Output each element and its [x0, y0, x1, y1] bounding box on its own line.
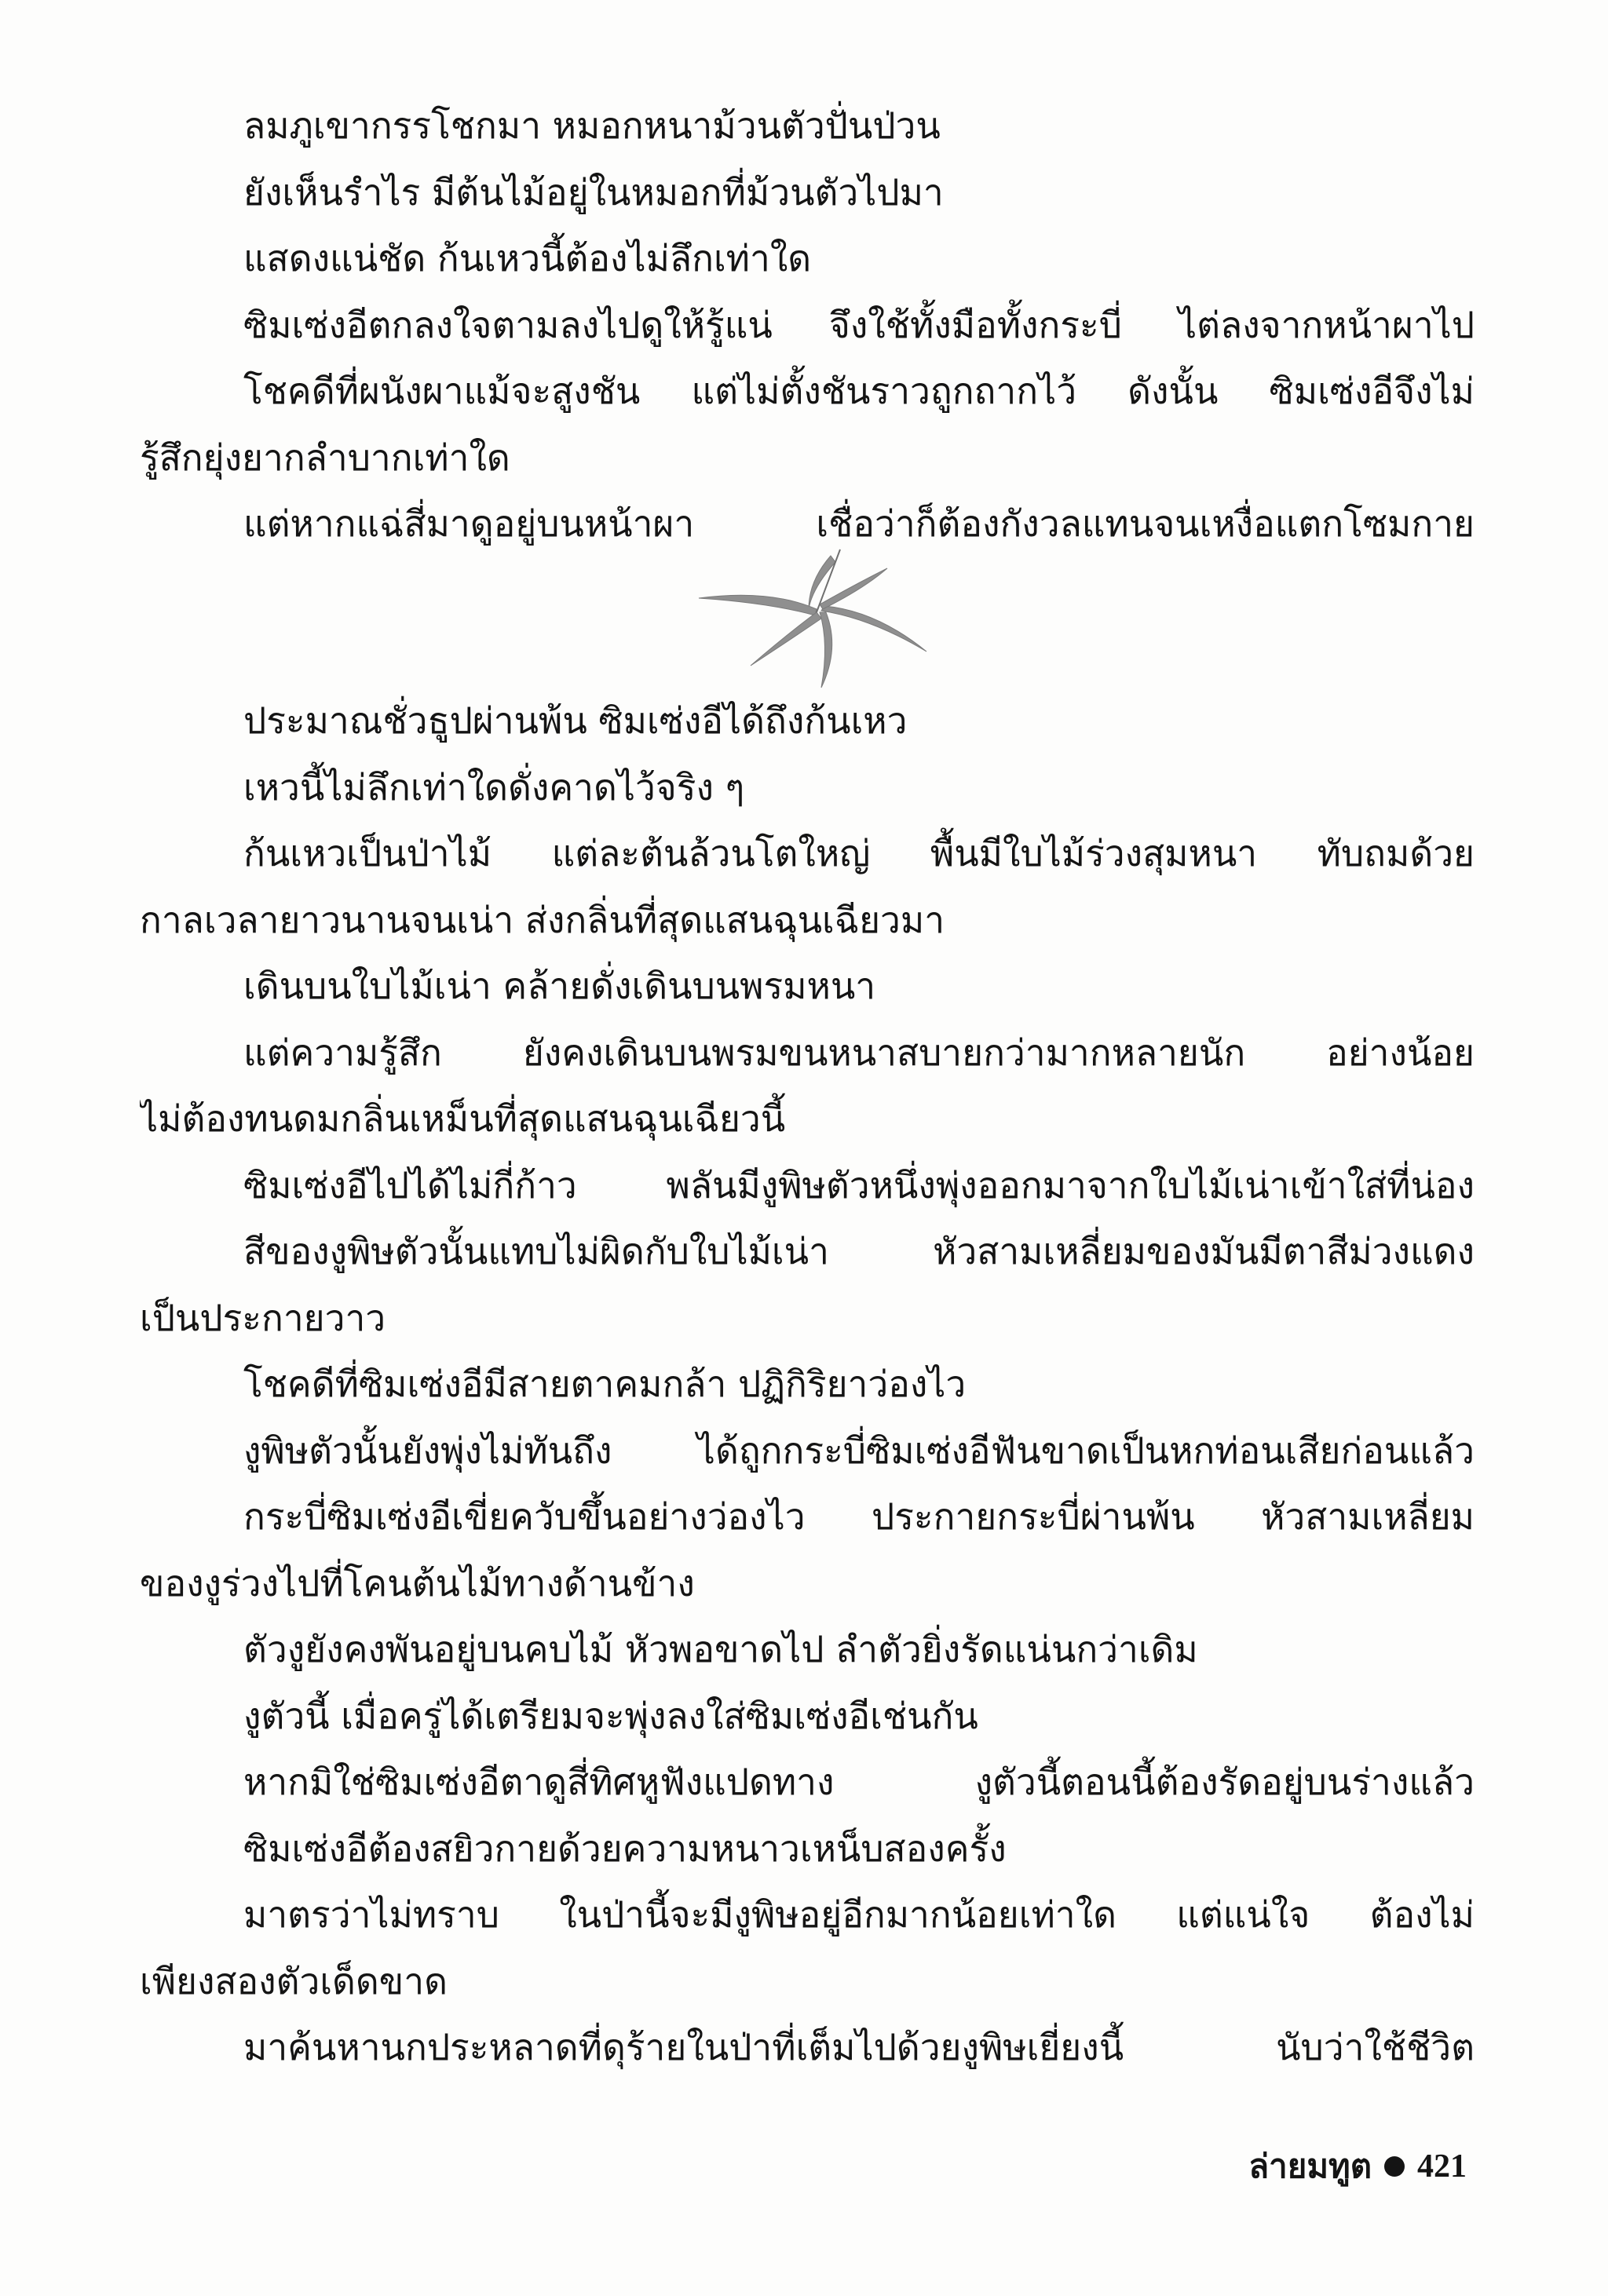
- text-line: กาลเวลายาวนานจนเน่า ส่งกลิ่นที่สุดแสนฉุนเฉียวมา: [140, 898, 945, 941]
- page-footer: [1248, 2145, 1467, 2188]
- page-number: 421: [1417, 2148, 1467, 2185]
- text-line: หากมิใช่ซิมเซ่งอีตาดูสี่ทิศหูฟังแปดทาง งูตัวนี้ตอนนี้ต้องรัดอยู่บนร่างแล้ว: [243, 1761, 1475, 1803]
- text-line: มาค้นหานกประหลาดที่ดุร้ายในป่าที่เต็มไปด้วยงูพิษเยี่ยงนี้ นับว่าใช้ชีวิต: [243, 2026, 1475, 2068]
- text-line: โชคดีที่ซิมเซ่งอีมีสายตาคมกล้า ปฏิกิริยาว่องไว: [243, 1363, 967, 1405]
- text-line: ประมาณชั่วธูปผ่านพ้น ซิมเซ่งอีได้ถึงก้นเหว: [243, 699, 908, 742]
- bullet-dot-icon: [1384, 2156, 1405, 2177]
- text-line: เหวนี้ไม่ลึกเท่าใดดั่งคาดไว้จริง ๆ: [243, 765, 745, 809]
- text-line: ลมภูเขากรรโชกมา หมอกหนาม้วนตัวปั่นป่วน: [243, 104, 941, 147]
- text-line: เดินบนใบไม้เน่า คล้ายดั่งเดินบนพรมหนา: [243, 965, 876, 1007]
- text-line: ตัวงูยังคงพันอยู่บนคบไม้ หัวพอขาดไป ลำตัวยิ่งรัดแน่นกว่าเดิม: [243, 1628, 1198, 1670]
- text-line: ของงูร่วงไปที่โคนต้นไม้ทางด้านข้าง: [140, 1561, 695, 1604]
- text-line: โชคดีที่ผนังผาแม้จะสูงชัน แต่ไม่ตั้งชันราวถูกถากไว้ ดังนั้น ซิมเซ่งอีจึงไม่: [243, 370, 1475, 412]
- bamboo-leaf-icon: [691, 534, 942, 691]
- text-line: ยังเห็นรำไร มีต้นไม้อยู่ในหมอกที่ม้วนตัวไปมา: [243, 170, 944, 214]
- text-section-1: [140, 93, 1475, 557]
- book-title: ล่ายมทูต: [1248, 2147, 1372, 2185]
- text-line: ก้นเหวเป็นป่าไม้ แต่ละต้นล้วนโตใหญ่ พื้นมีใบไม้ร่วงสุมหนา ทับถมด้วย: [243, 832, 1475, 874]
- text-line: ซิมเซ่งอีตกลงใจตามลงไปดูให้รู้แน่ จึงใช้ทั้งมือทั้งกระบี่ ไต่ลงจากหน้าผาไป: [243, 303, 1475, 346]
- text-line: ซิมเซ่งอีไปได้ไม่กี่ก้าว พลันมีงูพิษตัวหนึ่งพุ่งออกมาจากใบไม้เน่าเข้าใส่ที่น่อง: [243, 1163, 1475, 1206]
- text-line: แต่หากแฉ่สี่มาดูอยู่บนหน้าผา เชื่อว่าก็ต้องกังวลแทนจนเหงื่อแตกโซมกาย: [243, 502, 1475, 545]
- text-line: แสดงแน่ชัด ก้นเหวนี้ต้องไม่ลึกเท่าใด: [243, 237, 812, 279]
- text-line: งูตัวนี้ เมื่อครู่ได้เตรียมจะพุ่งลงใส่ซิมเซ่งอีเช่นกัน: [243, 1694, 978, 1737]
- text-line: ไม่ต้องทนดมกลิ่นเหม็นที่สุดแสนฉุนเฉียวนี้: [140, 1097, 786, 1140]
- text-line: ซิมเซ่งอีต้องสยิวกายด้วยความหนาวเหน็บสองครั้ง: [243, 1827, 1007, 1870]
- text-line: เป็นประกายวาว: [140, 1296, 386, 1339]
- text-line: รู้สึกยุ่งยากลำบากเท่าใด: [140, 436, 510, 479]
- text-section-2: [140, 688, 1475, 2081]
- text-line: เพียงสองตัวเด็ดขาด: [140, 1959, 448, 2002]
- text-line: งูพิษตัวนั้นยังพุ่งไม่ทันถึง ได้ถูกกระบี่ซิมเซ่งอีฟันขาดเป็นหกท่อนเสียก่อนแล้ว: [243, 1429, 1475, 1472]
- text-line: แต่ความรู้สึก ยังคงเดินบนพรมขนหนาสบายกว่ามากหลายนัก อย่างน้อย: [243, 1031, 1475, 1074]
- text-line: สีของงูพิษตัวนั้นแทบไม่ผิดกับใบไม้เน่า หัวสามเหลี่ยมของมันมีตาสีม่วงแดง: [243, 1230, 1475, 1272]
- text-line: มาตรว่าไม่ทราบ ในป่านี้จะมีงูพิษอยู่อีกมากน้อยเท่าใด แต่แน่ใจ ต้องไม่: [243, 1893, 1475, 1936]
- text-line: กระบี่ซิมเซ่งอีเขี่ยควับขึ้นอย่างว่องไว ประกายกระบี่ผ่านพ้น หัวสามเหลี่ยม: [243, 1495, 1475, 1538]
